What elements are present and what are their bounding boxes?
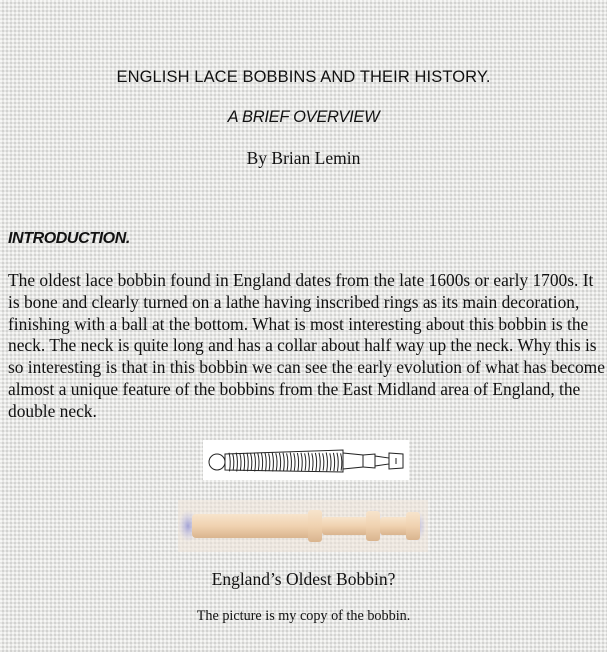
page-subtitle: A BRIEF OVERVIEW [227, 108, 380, 126]
bobbin-sketch-icon [203, 440, 409, 480]
section-heading: INTRODUCTION. [8, 230, 130, 247]
bobbin-photo-image [178, 500, 428, 552]
author-byline: By Brian Lemin [246, 148, 361, 168]
intro-paragraph: The oldest lace bobbin found in England dates from the late 1600s or early 1700s. It is bone and clearly turned on a lathe having inscribed rings as its main decoration, finishing with a ball at the bottom. What is most interesting about this bobbin is the neck. The neck is quite long and has a collar about half way up the neck. Why this is so interesting is that in this bobbin we can see the early evolution of what has become almost a unique feature of the bobbins from the East Midland area of England, the double neck. [8, 270, 605, 421]
figure-note: The picture is my copy of the bobbin. [196, 608, 411, 624]
page-title: ENGLISH LACE BOBBINS AND THEIR HISTORY. [116, 68, 491, 86]
figure-caption: England’s Oldest Bobbin? [211, 569, 396, 589]
bobbin-photo-icon [178, 500, 428, 552]
bobbin-sketch-image [203, 440, 409, 480]
